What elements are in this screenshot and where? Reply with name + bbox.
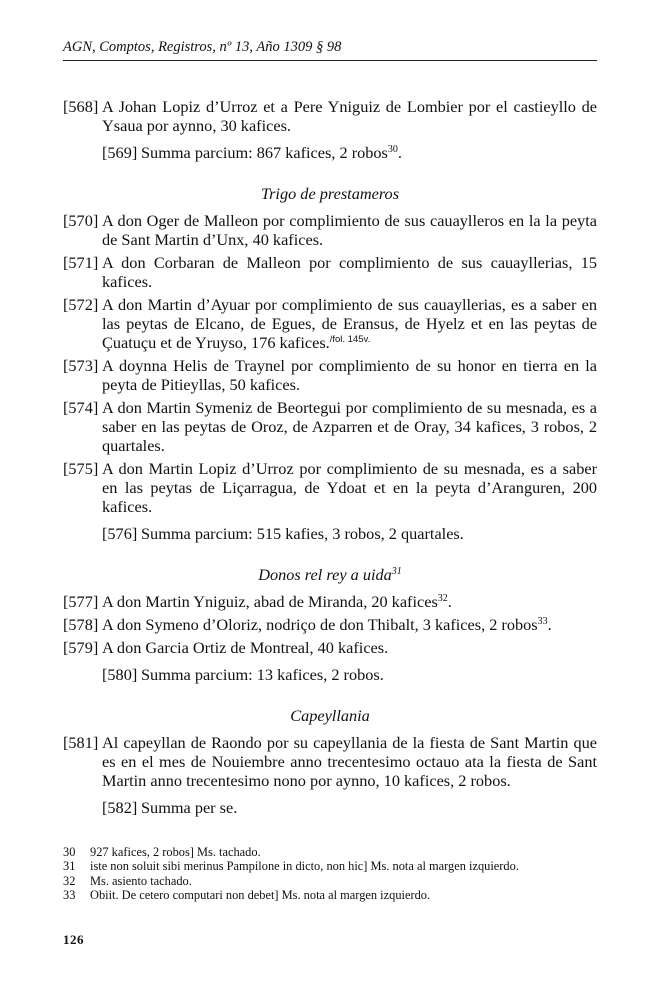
- section-title-donos: [63, 565, 597, 584]
- entry-number: [576]: [102, 524, 138, 543]
- entry-text: Summa parcium: 13 kafices, 2 robos.: [141, 665, 384, 684]
- entry-text: A doynna Helis de Traynel por complimiento de su honor en tierra en la peyta de Pitieyllas, 50 kafices.: [102, 356, 597, 394]
- entry-text: [102, 295, 597, 352]
- entry-number: [581]: [63, 733, 99, 752]
- entry-text-main: A don Symeno d’Oloriz, nodriço de don Thibalt, 3 kafices, 2 robos: [102, 615, 538, 634]
- footnote: [63, 859, 597, 873]
- footnote: [63, 845, 597, 859]
- entry-582-summa: [63, 798, 597, 817]
- footnote-ref: 31: [391, 566, 402, 577]
- footnote-text: 927 kafices, 2 robos] Ms. tachado.: [90, 845, 261, 859]
- entry-text: Summa parcium: 515 kafies, 3 robos, 2 quartales.: [141, 524, 464, 543]
- entry-number: [579]: [63, 638, 99, 657]
- entry-text: [102, 615, 597, 634]
- entry-text: [102, 592, 597, 611]
- entry-number: [573]: [63, 356, 99, 375]
- entry-581: [63, 733, 597, 790]
- entry-579: [63, 638, 597, 657]
- footnote-ref: 32: [437, 593, 448, 604]
- footnote-ref: 33: [537, 616, 548, 627]
- running-head: AGN, Comptos, Registros, nº 13, Año 1309 § 98: [63, 38, 597, 61]
- entry-number: [572]: [63, 295, 99, 314]
- footnote-number: 33: [63, 887, 76, 902]
- entry-571: [63, 253, 597, 291]
- entry-569-summa: [63, 143, 597, 162]
- footnote-text: Obiit. De cetero computari non debet] Ms. nota al margen izquierdo.: [90, 887, 431, 902]
- punct: .: [397, 143, 402, 162]
- entry-text: A don Corbaran de Malleon por complimiento de sus cauayllerias, 15 kafices.: [102, 253, 597, 291]
- entry-number: [571]: [63, 253, 99, 272]
- punct: .: [447, 592, 452, 611]
- entry-text: A don Martin Symeniz de Beortegui por complimiento de su mesnada, es a saber en las peytas de Oroz, de Azparren et de Oray, 34 kafices, 3 robos, 2 quartales.: [102, 398, 597, 455]
- punct: .: [547, 615, 552, 634]
- footnote-text: iste non soluit sibi merinus Pampilone in dicto, non hic] Ms. nota al margen izquierdo.: [90, 859, 519, 874]
- entry-number: [582]: [102, 798, 138, 817]
- footnote: [63, 874, 597, 888]
- entry-574: [63, 398, 597, 455]
- footnote-number: 30: [63, 845, 76, 859]
- entry-number: [577]: [63, 592, 99, 611]
- entry-577: [63, 592, 597, 611]
- folio-marker: /fol. 145v.: [329, 334, 371, 345]
- entry-text: [141, 143, 597, 162]
- entry-text: A don Oger de Malleon por complimiento de sus cauaylleros en la la peyta de Sant Martin d’Unx, 40 kafices.: [102, 211, 597, 249]
- entry-number: [569]: [102, 143, 138, 162]
- footnote-number: 31: [63, 859, 76, 874]
- entry-number: [568]: [63, 97, 99, 116]
- entry-572: [63, 295, 597, 352]
- footnote-text: Ms. asiento tachado.: [90, 873, 192, 888]
- document-page: [63, 0, 597, 958]
- entry-text: Summa per se.: [141, 798, 238, 817]
- entry-578: [63, 615, 597, 634]
- entry-576-summa: [63, 524, 597, 543]
- entry-text: A Johan Lopiz d’Urroz et a Pere Yniguiz de Lombier por el castieyllo de Ysaua por aynno, 30 kafices.: [102, 97, 597, 135]
- entry-568: [63, 97, 597, 135]
- document-body: [63, 97, 597, 817]
- entry-text-main: A don Martin Yniguiz, abad de Miranda, 20 kafices: [102, 592, 438, 611]
- entry-573: [63, 356, 597, 394]
- entry-575: [63, 459, 597, 516]
- entry-570: [63, 211, 597, 249]
- entry-text: A don Martin Lopiz d’Urroz por complimiento de su mesnada, es a saber en las peytas de Liçarragua, de Ydoat et en la peyta d’Aranguren, 200 kafices.: [102, 459, 597, 516]
- entry-number: [570]: [63, 211, 99, 230]
- entry-number: [575]: [63, 459, 99, 478]
- entry-number: [574]: [63, 398, 99, 417]
- section-title-text: Donos rel rey a uida: [258, 565, 392, 584]
- entry-text: Al capeyllan de Raondo por su capeyllania de la fiesta de Sant Martin que es en el mes de Nouiembre anno trecentesimo octauo ata la fiesta de Sant Martin anno trecentesimo nono por aynno, 10 kafices, 2 robos.: [102, 733, 597, 790]
- entry-number: [580]: [102, 665, 138, 684]
- entry-text: A don Garcia Ortiz de Montreal, 40 kafices.: [102, 638, 389, 657]
- summa-text: Summa parcium: 867 kafices, 2 robos: [141, 143, 388, 162]
- entry-number: [578]: [63, 615, 99, 634]
- footnote: [63, 888, 597, 902]
- footnote-ref: 30: [387, 144, 398, 155]
- section-title-capeyllania: Capeyllania: [290, 706, 370, 725]
- section-title-trigo: Trigo de prestameros: [260, 184, 400, 203]
- entry-580-summa: [63, 665, 597, 684]
- entry-text-main: A don Martin d’Ayuar por complimiento de sus cauayllerias, es a saber en las peytas de Elcano, de Egues, de Eransus, de Hyelz et en las peytas de Çuatuçu et de Yruyso, 176 kafices.: [102, 295, 597, 352]
- footnote-number: 32: [63, 873, 76, 888]
- page-number: 126: [63, 932, 84, 948]
- footnotes: [63, 845, 597, 902]
